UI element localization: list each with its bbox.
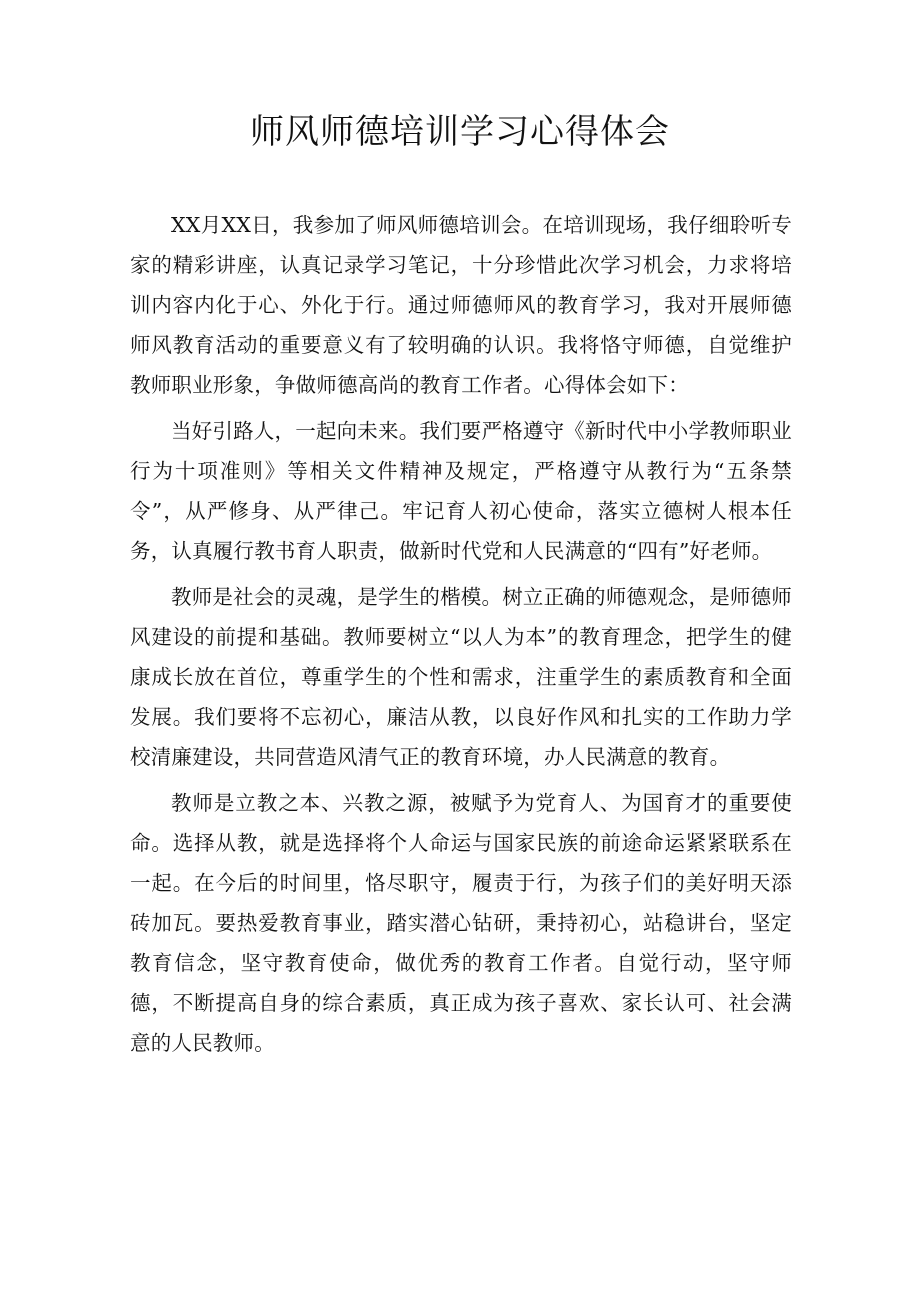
document-title: 师风师德培训学习心得体会 — [250, 112, 670, 152]
paragraph-intro: XX月XX日，我参加了师风师德培训会。在培训现场，我仔细聆听专家的精彩讲座，认真记录学习笔记，十分珍惜此次学习机会，力求将培训内容内化于心、外化于行。通过师德师风的教育学习，我对开展师德师风教育活动的重要意义有了较明确的认识。我将恪守师德，自觉维护教师职业形象，争做师德高尚的教育工作者。心得体会如下： — [130, 213, 792, 397]
paragraph-soul: 教师是社会的灵魂，是学生的楷模。树立正确的师德观念，是师德师风建设的前提和基础。教师要树立“以人为本”的教育理念，把学生的健康成长放在首位，尊重学生的个性和需求，注重学生的素质教育和全面发展。我们要将不忘初心，廉洁从教，以良好作风和扎实的工作助力学校清廉建设，共同营造风清气正的教育环境，办人民满意的教育。 — [130, 585, 792, 769]
document-body — [130, 205, 792, 1069]
paragraph-guide: 当好引路人，一起向未来。我们要严格遵守《新时代中小学教师职业行为十项准则》等相关文件精神及规定，严格遵守从教行为“五条禁令”，从严修身、从严律己。牢记育人初心使命，落实立德树人根本任务，认真履行教书育人职责，做新时代党和人民满意的“四有”好老师。 — [130, 419, 792, 563]
paragraph-mission: 教师是立教之本、兴教之源，被赋予为党育人、为国育才的重要使命。选择从教，就是选择将个人命运与国家民族的前途命运紧紧联系在一起。在今后的时间里，恪尽职守，履责于行，为孩子们的美好明天添砖加瓦。要热爱教育事业，踏实潜心钻研，秉持初心，站稳讲台，坚定教育信念，坚守教育使命，做优秀的教育工作者。自觉行动，坚守师德，不断提高自身的综合素质，真正成为孩子喜欢、家长认可、社会满意的人民教师。 — [130, 791, 792, 1055]
